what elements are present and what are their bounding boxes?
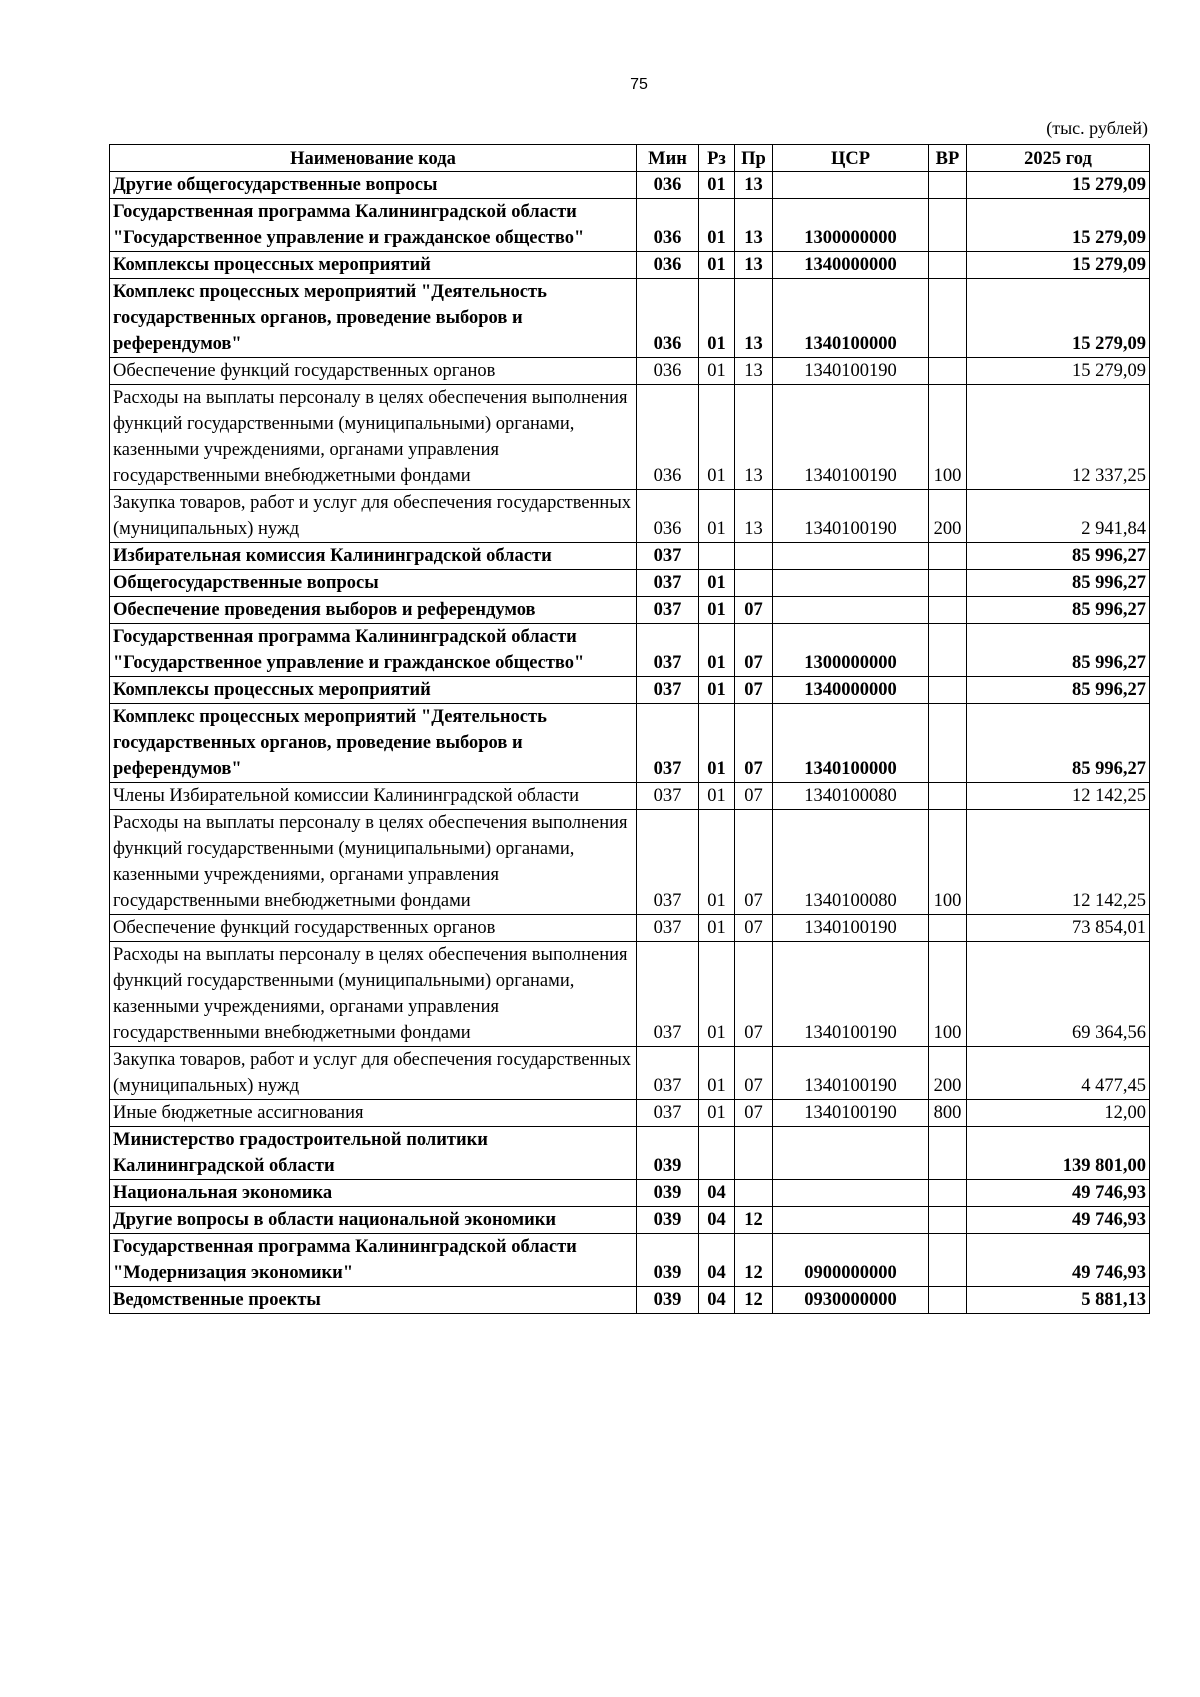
header-pr: Пр	[735, 145, 773, 172]
cell-vr	[929, 915, 967, 942]
header-year: 2025 год	[967, 145, 1150, 172]
units-note: (тыс. рублей)	[1046, 118, 1148, 138]
cell-rz	[699, 1127, 735, 1180]
cell-amount: 85 996,27	[967, 570, 1150, 597]
cell-csr: 1340100190	[773, 1100, 929, 1127]
cell-amount: 85 996,27	[967, 543, 1150, 570]
cell-min: 037	[637, 1100, 699, 1127]
cell-min: 037	[637, 597, 699, 624]
table-row	[110, 279, 1150, 358]
header-min: Мин	[637, 145, 699, 172]
table-row	[110, 385, 1150, 490]
cell-vr: 100	[929, 942, 967, 1047]
cell-min: 037	[637, 810, 699, 915]
cell-pr: 07	[735, 704, 773, 783]
header-rz: Рз	[699, 145, 735, 172]
cell-csr: 1340100000	[773, 279, 929, 358]
cell-rz: 01	[699, 1047, 735, 1100]
cell-name: Государственная программа Калининградской области "Модернизация экономики"	[110, 1234, 637, 1287]
table-row	[110, 704, 1150, 783]
cell-name: Национальная экономика	[110, 1180, 637, 1207]
header-vr: ВР	[929, 145, 967, 172]
cell-min: 037	[637, 543, 699, 570]
cell-amount: 73 854,01	[967, 915, 1150, 942]
cell-rz: 01	[699, 624, 735, 677]
page-number: 75	[630, 76, 648, 93]
cell-rz: 04	[699, 1234, 735, 1287]
cell-rz: 01	[699, 199, 735, 252]
cell-amount: 15 279,09	[967, 172, 1150, 199]
cell-csr	[773, 1180, 929, 1207]
cell-vr	[929, 597, 967, 624]
cell-csr	[773, 172, 929, 199]
cell-name: Государственная программа Калининградской области "Государственное управление и гражданское общество"	[110, 624, 637, 677]
cell-pr: 13	[735, 199, 773, 252]
cell-min: 036	[637, 279, 699, 358]
cell-vr	[929, 1234, 967, 1287]
cell-vr	[929, 279, 967, 358]
cell-name: Ведомственные проекты	[110, 1287, 637, 1314]
cell-name: Другие вопросы в области национальной экономики	[110, 1207, 637, 1234]
cell-rz: 04	[699, 1287, 735, 1314]
cell-rz: 01	[699, 490, 735, 543]
cell-pr: 07	[735, 1047, 773, 1100]
cell-min: 039	[637, 1180, 699, 1207]
cell-vr	[929, 172, 967, 199]
cell-rz: 01	[699, 677, 735, 704]
table-row	[110, 810, 1150, 915]
cell-min: 039	[637, 1127, 699, 1180]
budget-table	[109, 144, 1150, 1314]
header-name: Наименование кода	[110, 145, 637, 172]
table-row	[110, 942, 1150, 1047]
cell-min: 036	[637, 358, 699, 385]
cell-csr	[773, 597, 929, 624]
cell-amount: 12 142,25	[967, 810, 1150, 915]
cell-min: 037	[637, 677, 699, 704]
table-row	[110, 1180, 1150, 1207]
table-row	[110, 1207, 1150, 1234]
cell-name: Расходы на выплаты персоналу в целях обеспечения выполнения функций государственными (муниципальными) органами, казенными учреждениями, органами управления государственными внебюджетными фондами	[110, 385, 637, 490]
cell-csr: 1340100190	[773, 358, 929, 385]
cell-name: Члены Избирательной комиссии Калининградской области	[110, 783, 637, 810]
cell-name: Закупка товаров, работ и услуг для обеспечения государственных (муниципальных) нужд	[110, 490, 637, 543]
cell-min: 037	[637, 624, 699, 677]
cell-pr: 12	[735, 1234, 773, 1287]
cell-vr	[929, 1180, 967, 1207]
table-row	[110, 597, 1150, 624]
cell-vr	[929, 199, 967, 252]
table-row	[110, 199, 1150, 252]
cell-csr: 1340100080	[773, 810, 929, 915]
cell-pr	[735, 1127, 773, 1180]
cell-name: Иные бюджетные ассигнования	[110, 1100, 637, 1127]
table-row	[110, 783, 1150, 810]
table-row	[110, 1287, 1150, 1314]
table-row	[110, 358, 1150, 385]
cell-name: Министерство градостроительной политики Калининградской области	[110, 1127, 637, 1180]
cell-csr	[773, 1127, 929, 1180]
table-row	[110, 252, 1150, 279]
table-row	[110, 490, 1150, 543]
cell-vr: 800	[929, 1100, 967, 1127]
cell-name: Другие общегосударственные вопросы	[110, 172, 637, 199]
cell-vr	[929, 1207, 967, 1234]
cell-csr: 1340100190	[773, 490, 929, 543]
cell-pr: 13	[735, 172, 773, 199]
cell-amount: 49 746,93	[967, 1207, 1150, 1234]
cell-csr: 0930000000	[773, 1287, 929, 1314]
cell-min: 036	[637, 385, 699, 490]
cell-pr: 13	[735, 385, 773, 490]
cell-pr	[735, 1180, 773, 1207]
cell-name: Обеспечение функций государственных органов	[110, 358, 637, 385]
cell-min: 037	[637, 783, 699, 810]
cell-csr: 1300000000	[773, 624, 929, 677]
cell-pr: 07	[735, 624, 773, 677]
cell-pr: 13	[735, 252, 773, 279]
cell-csr	[773, 570, 929, 597]
table-row	[110, 624, 1150, 677]
cell-name: Государственная программа Калининградской области "Государственное управление и гражданское общество"	[110, 199, 637, 252]
cell-vr	[929, 624, 967, 677]
cell-pr: 07	[735, 597, 773, 624]
cell-name: Обеспечение проведения выборов и референдумов	[110, 597, 637, 624]
cell-rz: 01	[699, 385, 735, 490]
cell-csr: 1340100000	[773, 704, 929, 783]
cell-name: Комплексы процессных мероприятий	[110, 252, 637, 279]
table-header-row	[110, 145, 1150, 172]
cell-csr: 1340100190	[773, 915, 929, 942]
cell-pr: 13	[735, 358, 773, 385]
cell-amount: 85 996,27	[967, 704, 1150, 783]
table-row	[110, 915, 1150, 942]
cell-rz: 01	[699, 172, 735, 199]
table-row	[110, 677, 1150, 704]
cell-rz	[699, 543, 735, 570]
cell-amount: 2 941,84	[967, 490, 1150, 543]
cell-rz: 01	[699, 358, 735, 385]
cell-min: 037	[637, 915, 699, 942]
cell-amount: 5 881,13	[967, 1287, 1150, 1314]
cell-rz: 01	[699, 942, 735, 1047]
cell-amount: 15 279,09	[967, 358, 1150, 385]
cell-amount: 49 746,93	[967, 1180, 1150, 1207]
cell-rz: 01	[699, 597, 735, 624]
cell-min: 037	[637, 704, 699, 783]
cell-pr: 07	[735, 915, 773, 942]
cell-amount: 49 746,93	[967, 1234, 1150, 1287]
cell-vr	[929, 358, 967, 385]
cell-vr	[929, 1127, 967, 1180]
cell-vr: 100	[929, 810, 967, 915]
cell-min: 039	[637, 1234, 699, 1287]
table-row	[110, 172, 1150, 199]
cell-rz: 01	[699, 1100, 735, 1127]
cell-pr	[735, 543, 773, 570]
cell-vr	[929, 677, 967, 704]
cell-pr: 13	[735, 279, 773, 358]
cell-name: Комплекс процессных мероприятий "Деятельность государственных органов, проведение выборов и референдумов"	[110, 279, 637, 358]
cell-amount: 12 337,25	[967, 385, 1150, 490]
cell-amount: 85 996,27	[967, 677, 1150, 704]
cell-amount: 85 996,27	[967, 624, 1150, 677]
cell-amount: 15 279,09	[967, 199, 1150, 252]
cell-csr: 1340000000	[773, 677, 929, 704]
cell-csr: 1340000000	[773, 252, 929, 279]
cell-min: 039	[637, 1287, 699, 1314]
cell-pr: 07	[735, 677, 773, 704]
cell-rz: 01	[699, 783, 735, 810]
cell-pr: 07	[735, 942, 773, 1047]
cell-amount: 4 477,45	[967, 1047, 1150, 1100]
cell-amount: 12,00	[967, 1100, 1150, 1127]
cell-csr	[773, 1207, 929, 1234]
cell-min: 037	[637, 942, 699, 1047]
cell-csr: 1340100190	[773, 1047, 929, 1100]
cell-csr: 1340100080	[773, 783, 929, 810]
cell-amount: 15 279,09	[967, 279, 1150, 358]
cell-vr: 200	[929, 490, 967, 543]
cell-vr	[929, 1287, 967, 1314]
cell-csr: 1300000000	[773, 199, 929, 252]
cell-min: 037	[637, 570, 699, 597]
cell-pr: 12	[735, 1207, 773, 1234]
cell-name: Расходы на выплаты персоналу в целях обеспечения выполнения функций государственными (муниципальными) органами, казенными учреждениями, органами управления государственными внебюджетными фондами	[110, 810, 637, 915]
cell-name: Комплекс процессных мероприятий "Деятельность государственных органов, проведение выборов и референдумов"	[110, 704, 637, 783]
table-row	[110, 1047, 1150, 1100]
cell-pr: 07	[735, 1100, 773, 1127]
cell-name: Расходы на выплаты персоналу в целях обеспечения выполнения функций государственными (муниципальными) органами, казенными учреждениями, органами управления государственными внебюджетными фондами	[110, 942, 637, 1047]
cell-pr: 07	[735, 783, 773, 810]
cell-min: 036	[637, 252, 699, 279]
cell-min: 036	[637, 172, 699, 199]
cell-min: 037	[637, 1047, 699, 1100]
cell-amount: 139 801,00	[967, 1127, 1150, 1180]
cell-csr	[773, 543, 929, 570]
cell-name: Обеспечение функций государственных органов	[110, 915, 637, 942]
cell-min: 036	[637, 490, 699, 543]
cell-pr: 07	[735, 810, 773, 915]
cell-rz: 01	[699, 252, 735, 279]
cell-rz: 01	[699, 915, 735, 942]
cell-vr	[929, 783, 967, 810]
cell-csr: 1340100190	[773, 942, 929, 1047]
cell-rz: 01	[699, 570, 735, 597]
cell-vr	[929, 704, 967, 783]
cell-pr	[735, 570, 773, 597]
table-row	[110, 570, 1150, 597]
cell-vr	[929, 543, 967, 570]
cell-amount: 15 279,09	[967, 252, 1150, 279]
cell-vr: 100	[929, 385, 967, 490]
cell-rz: 01	[699, 279, 735, 358]
cell-amount: 69 364,56	[967, 942, 1150, 1047]
cell-vr	[929, 570, 967, 597]
table-row	[110, 1127, 1150, 1180]
cell-name: Комплексы процессных мероприятий	[110, 677, 637, 704]
cell-rz: 01	[699, 810, 735, 915]
cell-rz: 01	[699, 704, 735, 783]
cell-name: Общегосударственные вопросы	[110, 570, 637, 597]
table-row	[110, 1100, 1150, 1127]
cell-min: 036	[637, 199, 699, 252]
cell-amount: 85 996,27	[967, 597, 1150, 624]
table-row	[110, 1234, 1150, 1287]
cell-pr: 13	[735, 490, 773, 543]
cell-pr: 12	[735, 1287, 773, 1314]
cell-min: 039	[637, 1207, 699, 1234]
cell-rz: 04	[699, 1180, 735, 1207]
cell-csr: 0900000000	[773, 1234, 929, 1287]
cell-vr: 200	[929, 1047, 967, 1100]
cell-name: Избирательная комиссия Калининградской области	[110, 543, 637, 570]
table-row	[110, 543, 1150, 570]
header-csr: ЦСР	[773, 145, 929, 172]
cell-rz: 04	[699, 1207, 735, 1234]
cell-amount: 12 142,25	[967, 783, 1150, 810]
cell-vr	[929, 252, 967, 279]
cell-name: Закупка товаров, работ и услуг для обеспечения государственных (муниципальных) нужд	[110, 1047, 637, 1100]
cell-csr: 1340100190	[773, 385, 929, 490]
